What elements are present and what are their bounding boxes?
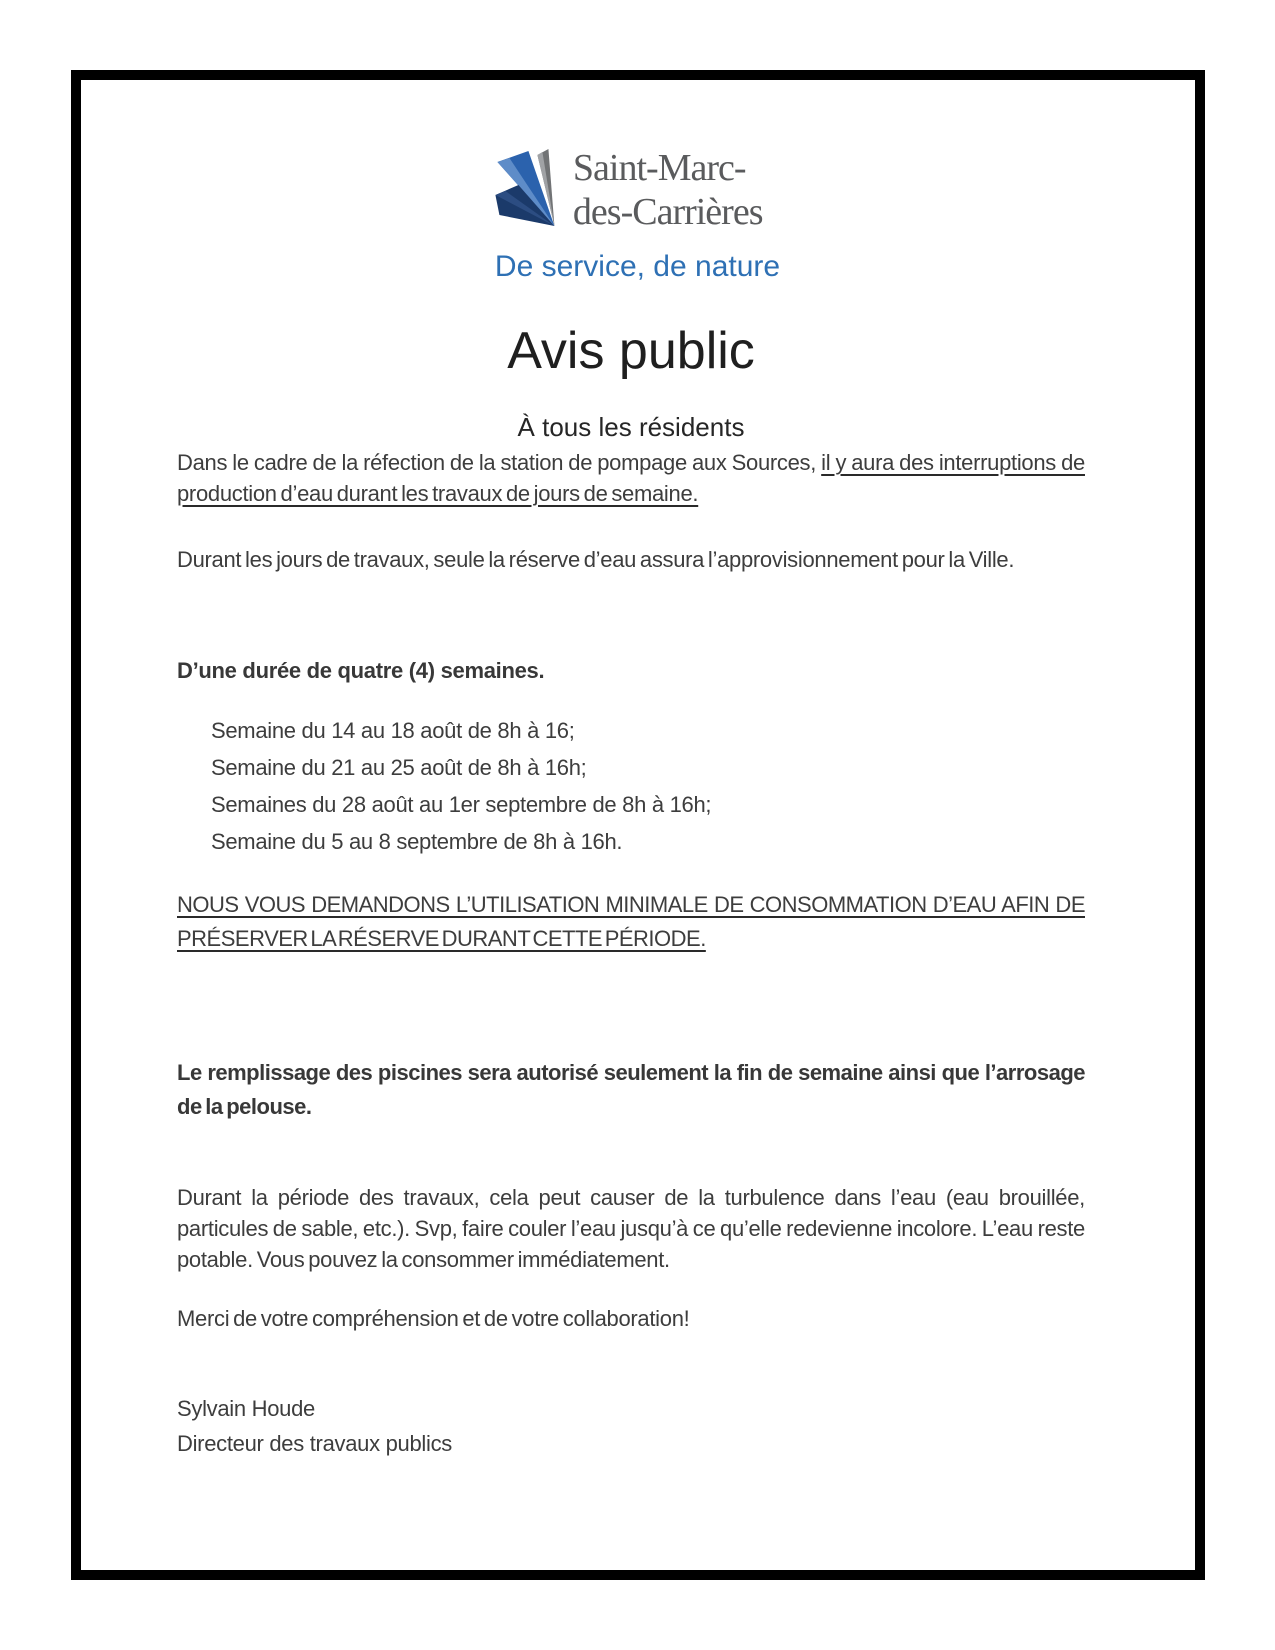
notice-title: Avis public (507, 322, 755, 380)
signature-name: Sylvain Houde (177, 1396, 315, 1421)
reserve-paragraph: Durant les jours de travaux, seule la réserve d’eau assura l’approvisionnement pour la Ville. (177, 547, 1015, 572)
logo-tagline: De service, de nature (494, 250, 781, 283)
water-quality-paragraph: Durant la période des travaux, cela peut causer de la turbulence dans l’eau (eau brouillée, particules de sable, etc.). Svp, faire couler l’eau jusqu’à ce qu’elle redevienne incolore. L’eau reste potable. Vous pouvez la consommer immédiatement. (177, 1185, 1085, 1272)
logo-name-line2: des-Carrières (572, 191, 763, 233)
logo-name-line1: Saint-Marc- (572, 147, 746, 189)
water-usage-warning: NOUS VOUS DEMANDONS L’UTILISATION MINIMALE DE CONSOMMATION D’EAU AFIN DE PRÉSERVER LA RÉSERVE DURANT CETTE PÉRIODE. (177, 892, 1085, 951)
intro-paragraph (177, 447, 1085, 509)
intro-paragraph-underlined: il y aura des interruptions de production d’eau durant les travaux de jours de semaine. (177, 450, 1085, 506)
pool-paragraph: Le remplissage des piscines sera autorisé seulement la fin de semaine ainsi que l’arrosage de la pelouse. (177, 1060, 1085, 1119)
municipality-logo-icon (495, 148, 559, 230)
duration-heading: D’une durée de quatre (4) semaines. (177, 658, 545, 683)
intro-paragraph-normal: Dans le cadre de la réfection de la station de pompage aux Sources, (177, 450, 822, 475)
thanks-line: Merci de votre compréhension et de votre collaboration! (177, 1306, 690, 1331)
signature-title: Directeur des travaux publics (177, 1431, 452, 1456)
notice-subtitle: À tous les résidents (517, 412, 745, 442)
schedule-item: Semaine du 5 au 8 septembre de 8h à 16h. (211, 829, 623, 854)
logo-name (573, 146, 763, 234)
municipality-logo (495, 146, 780, 284)
logo-row (495, 146, 763, 234)
signature (177, 1391, 1085, 1461)
schedule-list (177, 712, 1085, 860)
schedule-item: Semaine du 21 au 25 août de 8h à 16h; (211, 755, 587, 780)
schedule-item: Semaine du 14 au 18 août de 8h à 16; (211, 718, 575, 743)
schedule-item: Semaines du 28 août au 1er septembre de 8h à 16h; (211, 792, 712, 817)
